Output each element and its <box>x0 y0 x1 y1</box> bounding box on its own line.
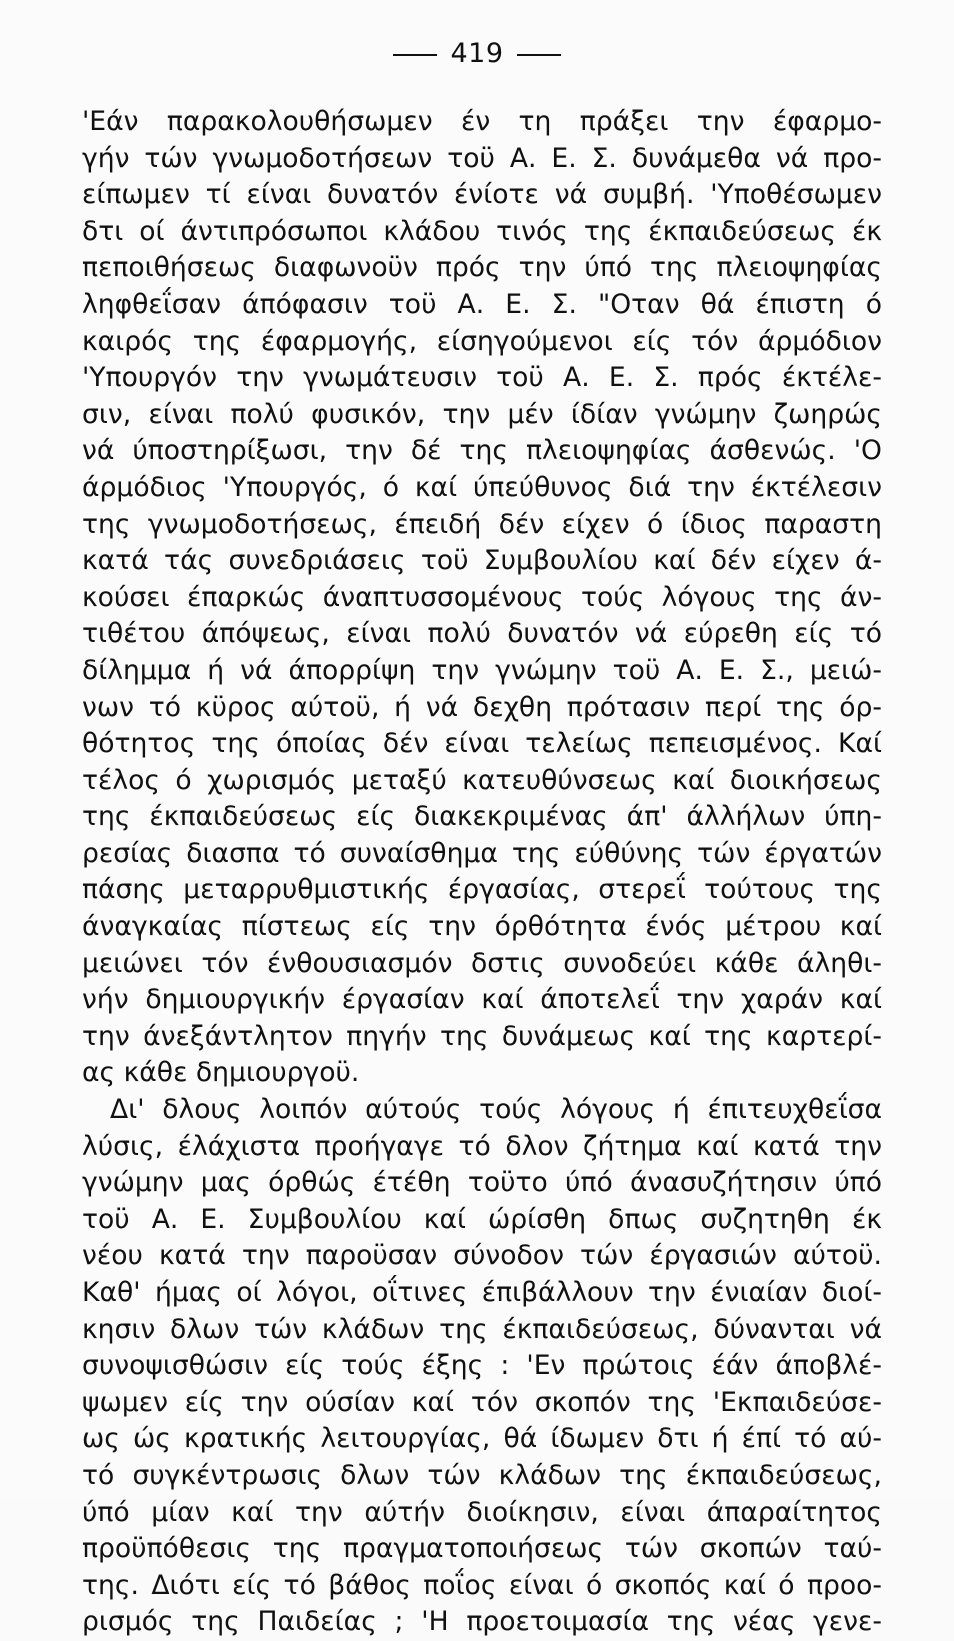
text-line: καιρός της έφαρμογής, είσηγούμενοι είς τόν άρμόδιον <box>82 325 882 357</box>
text-line: τό συγκέντρωσις δλων τών κλάδων της έκπαιδεύσεως, <box>82 1459 882 1491</box>
text-line: γήν τών γνωμοδοτήσεων τοϋ Α. Ε. Σ. δυνάμεθα νά προ- <box>82 142 882 174</box>
text-line: 'Υπουργόν την γνωμάτευσιν τοϋ Α. Ε. Σ. πρός έκτέλε- <box>82 362 882 394</box>
text-line: γνώμην μας όρθώς έτέθη τοϋτο ύπό άνασυζήτησιν ύπό <box>82 1167 882 1199</box>
header-dash-left <box>393 54 437 56</box>
page-number: 419 <box>450 38 504 69</box>
text-line: πάσης μεταρρυθμιστικής έργασίας, στερεΐ τούτους της <box>82 874 882 906</box>
text-line: νων τό κϋρος αύτοϋ, ή νά δεχθη πρότασιν περί της όρ- <box>82 691 882 723</box>
text-line: ρεσίας διασπα τό συναίσθημα της εύθύνης τών έργατών <box>82 837 882 869</box>
text-line: τιθέτου άπόψεως, είναι πολύ δυνατόν νά εύρεθη είς τό <box>82 618 882 650</box>
text-line: άρμόδιος 'Υπουργός, ό καί ύπεύθυνος διά την έκτέλεσιν <box>82 471 882 503</box>
body-text <box>82 104 882 1641</box>
text-line: λύσις, έλάχιστα προήγαγε τό δλον ζήτημα καί κατά την <box>82 1130 882 1162</box>
text-line: δτι οί άντιπρόσωποι κλάδου τινός της έκπαιδεύσεως έκ <box>82 215 882 247</box>
text-line: νά ύποστηρίξωσι, την δέ της πλειοψηφίας άσθενώς. 'Ο <box>82 435 882 467</box>
text-line: ληφθεΐσαν άπόφασιν τοϋ Α. Ε. Σ. "Οταν θά έπιστη ό <box>82 288 882 320</box>
text-line: 'Εάν παρακολουθήσωμεν έν τη πράξει την έφαρμο- <box>82 106 882 137</box>
text-line: πεποιθήσεως διαφωνοϋν πρός την ύπό της πλειοψηφίας <box>82 252 882 284</box>
text-line: νήν δημιουργικήν έργασίαν καί άποτελεΐ την χαράν καί <box>82 984 882 1016</box>
text-line: ας κάθε δημιουργοϋ. <box>82 1057 360 1089</box>
text-line: ύπό μίαν καί την αύτήν διοίκησιν, είναι άπαραίτητος <box>82 1496 882 1528</box>
text-line: ρισμός της Παιδείας ; 'Η προετοιμασία της νέας γενε- <box>82 1606 882 1638</box>
text-line: άναγκαίας πίστεως είς την όρθότητα ένός μέτρου καί <box>82 911 882 943</box>
text-line: είπωμεν τί είναι δυνατόν ένίοτε νά συμβή. 'Υποθέσωμεν <box>82 179 882 211</box>
text-line: Καθ' ήμας οί λόγοι, οΐτινες έπιβάλλουν την ένιαίαν διοί- <box>82 1277 882 1308</box>
text-line: θότητος της όποίας δέν είναι τελείως πεπεισμένος. Καί <box>82 728 882 760</box>
page-header <box>0 38 954 69</box>
text-line: μειώνει τόν ένθουσιασμόν δστις συνοδεύει κάθε άληθι- <box>82 947 882 979</box>
text-line: τοϋ Α. Ε. Συμβουλίου καί ώρίσθη δπως συζητηθη έκ <box>82 1203 882 1235</box>
text-line: της. Διότι είς τό βάθος ποΐος είναι ό σκοπός καί ό προο- <box>82 1569 882 1601</box>
text-line: κατά τάς συνεδριάσεις τοϋ Συμβουλίου καί δέν είχεν ά- <box>82 545 882 577</box>
text-line: Δι' δλους λοιπόν αύτούς τούς λόγους ή έπιτευχθεΐσα <box>110 1094 882 1126</box>
text-line: δίλημμα ή νά άπορρίψη την γνώμην τοϋ Α. Ε. Σ., μειώ- <box>82 654 882 686</box>
text-line: κησιν δλων τών κλάδων της έκπαιδεύσεως, δύνανται νά <box>82 1313 882 1345</box>
text-line: συνοψισθώσιν είς τούς έξης : 'Εν πρώτοις έάν άποβλέ- <box>82 1350 882 1382</box>
text-line: της έκπαιδεύσεως είς διακεκριμένας άπ' άλλήλων ύπη- <box>82 801 882 833</box>
text-line: προϋπόθεσις της πραγματοποιήσεως τών σκοπών ταύ- <box>82 1533 882 1565</box>
text-line: της γνωμοδοτήσεως, έπειδή δέν είχεν ό ίδιος παραστη <box>82 508 882 540</box>
text-line: ψωμεν είς την ούσίαν καί τόν σκοπόν της 'Εκπαιδεύσε- <box>82 1386 882 1418</box>
text-line: την άνεξάντλητον πηγήν της δυνάμεως καί της καρτερί- <box>82 1020 882 1052</box>
text-line: τέλος ό χωρισμός μεταξύ κατευθύνσεως καί διοικήσεως <box>82 764 882 796</box>
text-line: κούσει έπαρκώς άναπτυσσομένους τούς λόγους της άν- <box>82 581 882 613</box>
header-dash-right <box>517 54 561 56</box>
text-line: νέου κατά την παροϋσαν σύνοδον τών έργασιών αύτοϋ. <box>82 1240 882 1272</box>
text-line: ως ώς κρατικής λειτουργίας, θά ίδωμεν δτι ή έπί τό αύ- <box>82 1423 882 1455</box>
text-line: σιν, είναι πολύ φυσικόν, την μέν ίδίαν γνώμην ζωηρώς <box>82 398 882 430</box>
